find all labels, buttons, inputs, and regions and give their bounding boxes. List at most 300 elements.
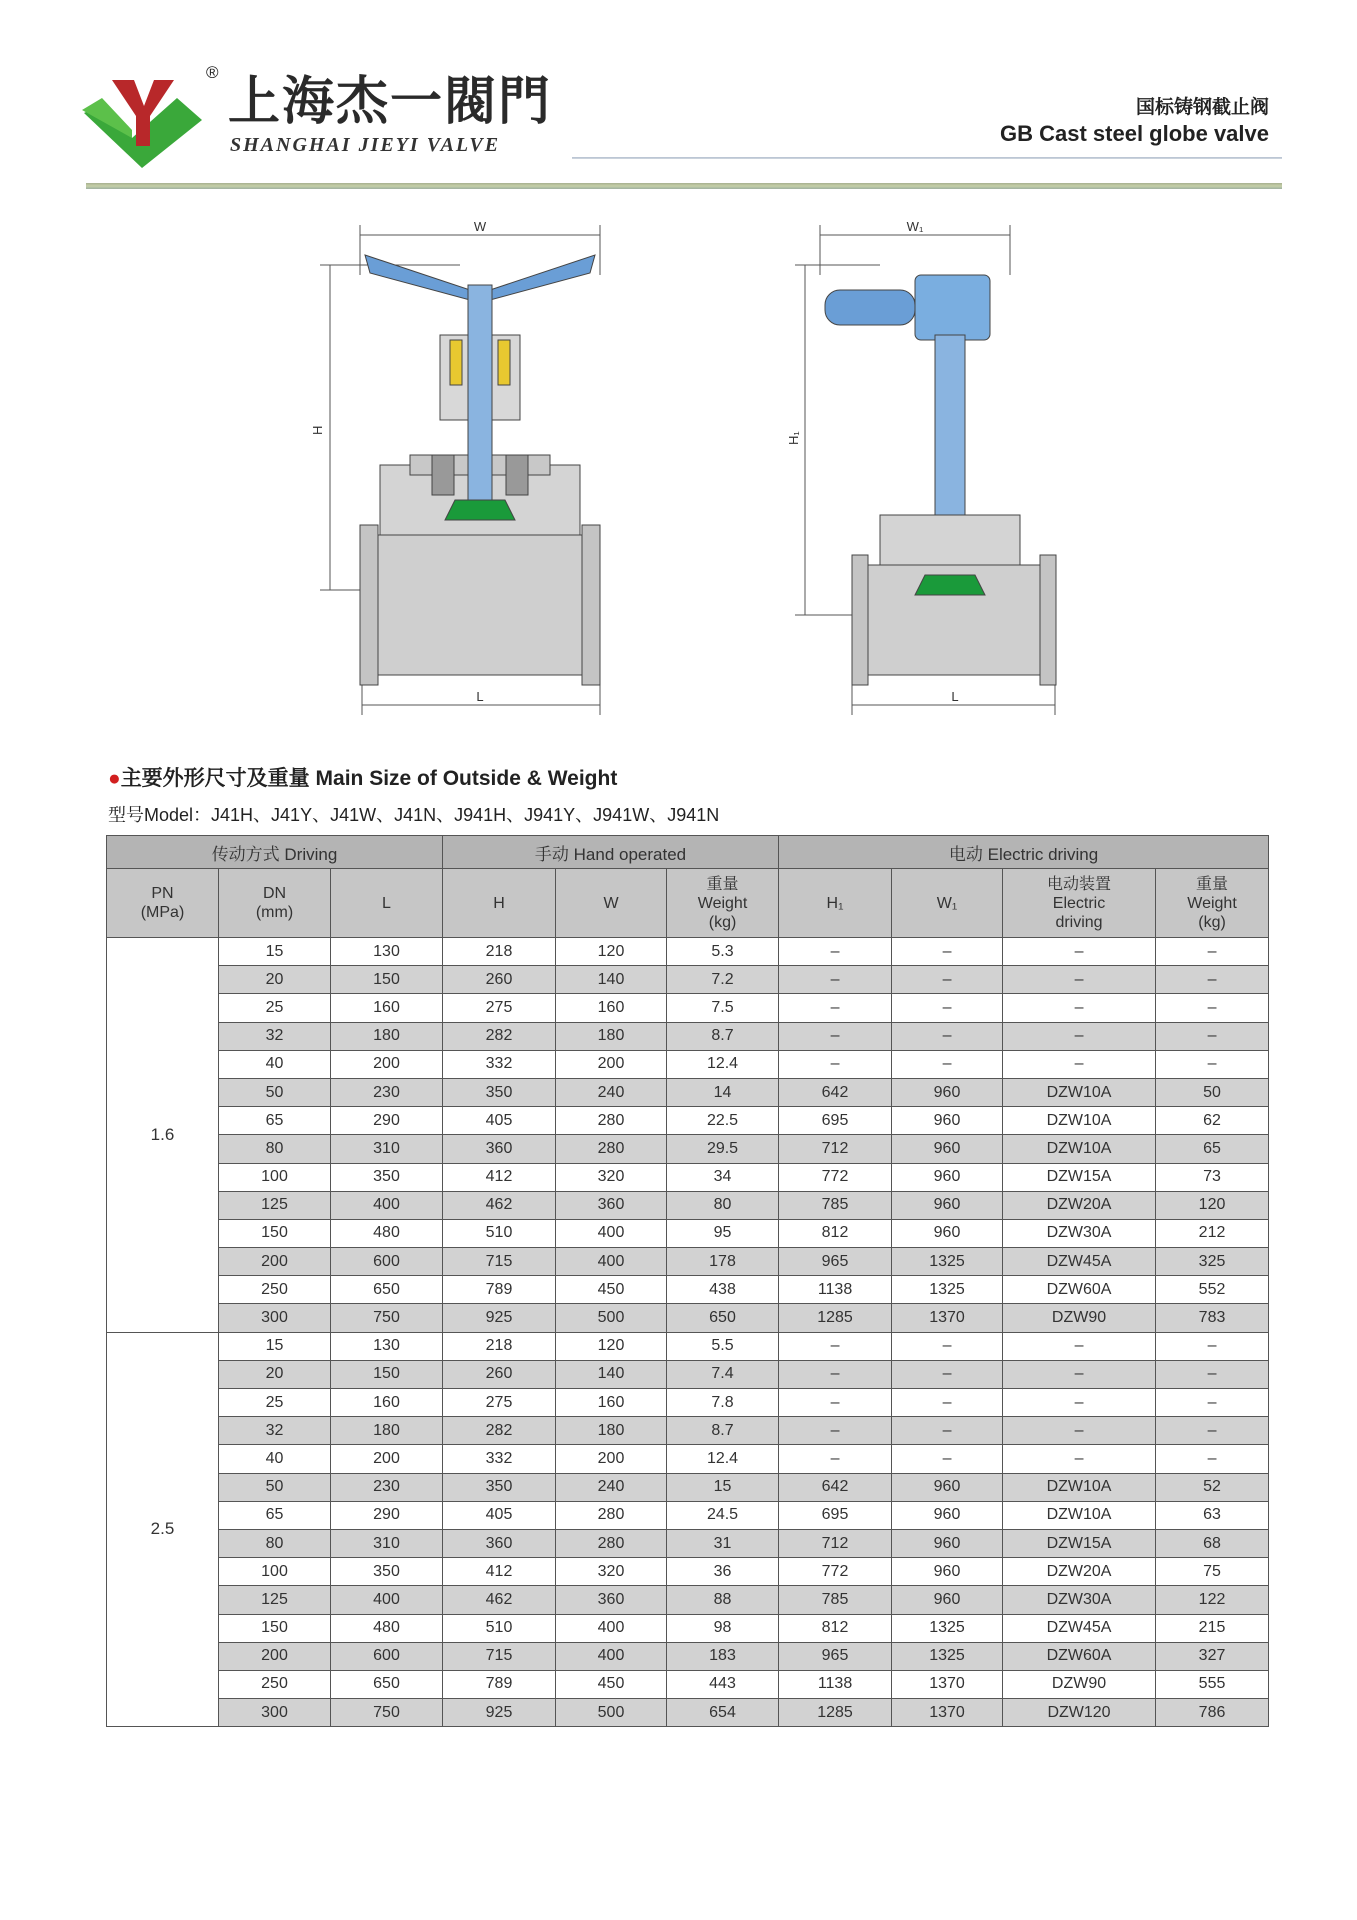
table-cell: 960 [892,1473,1003,1501]
table-cell: 8.7 [667,1022,779,1050]
table-cell: 960 [892,1558,1003,1586]
dimension-w1-label: W₁ [906,219,924,234]
table-cell: 160 [556,994,667,1022]
table-cell: 260 [443,1360,556,1388]
table-cell: 180 [331,1022,443,1050]
table-cell: 600 [331,1642,443,1670]
table-cell: 7.4 [667,1360,779,1388]
table-cell: 712 [779,1529,892,1557]
table-cell: DZW15A [1003,1529,1156,1557]
section-title [108,766,617,792]
product-title-cn: 国标铸钢截止阀 [1135,96,1269,118]
table-cell: 88 [667,1586,779,1614]
table-cell: 960 [892,1135,1003,1163]
table-cell: 32 [219,1417,331,1445]
bullet-icon: ● [108,767,121,790]
table-cell: 31 [667,1529,779,1557]
table-cell: 1325 [892,1614,1003,1642]
table-cell: 405 [443,1501,556,1529]
table-cell: – [1003,1022,1156,1050]
table-cell: 36 [667,1558,779,1586]
column-header: PN (MPa) [107,869,219,938]
table-cell: 62 [1156,1107,1269,1135]
table-cell: 462 [443,1586,556,1614]
table-cell: 24.5 [667,1501,779,1529]
table-cell: 65 [219,1501,331,1529]
table-cell: DZW45A [1003,1614,1156,1642]
registered-mark: ® [206,63,219,82]
table-cell: DZW10A [1003,1501,1156,1529]
table-cell: – [779,1389,892,1417]
table-row [107,1078,1269,1106]
product-title-en: GB Cast steel globe valve [1000,121,1269,146]
table-cell: 120 [556,1332,667,1360]
column-header: L [331,869,443,938]
table-cell: 695 [779,1107,892,1135]
table-cell: 25 [219,994,331,1022]
table-cell: – [1156,1332,1269,1360]
table-cell: 555 [1156,1670,1269,1698]
table-cell: 160 [556,1389,667,1417]
table-cell: 180 [331,1417,443,1445]
table-cell: 280 [556,1107,667,1135]
table-cell: 1138 [779,1276,892,1304]
table-cell: 200 [331,1445,443,1473]
table-cell: 960 [892,1107,1003,1135]
column-header: 电动装置 Electric driving [1003,869,1156,938]
table-row [107,1642,1269,1670]
table-cell: – [1156,1417,1269,1445]
table-cell: 40 [219,1445,331,1473]
table-cell: – [1156,1360,1269,1388]
table-cell: 510 [443,1614,556,1642]
table-cell: 125 [219,1586,331,1614]
table-cell: 812 [779,1614,892,1642]
table-cell: 350 [443,1473,556,1501]
table-cell: DZW45A [1003,1248,1156,1276]
table-cell: 230 [331,1473,443,1501]
group-header-electric: 电动 Electric driving [779,836,1269,869]
table-row [107,1614,1269,1642]
table-cell: 965 [779,1642,892,1670]
table-cell: 180 [556,1417,667,1445]
table-cell: 212 [1156,1219,1269,1247]
table-cell: – [779,1445,892,1473]
table-cell: 1138 [779,1670,892,1698]
table-cell: 925 [443,1304,556,1332]
table-cell: 80 [219,1529,331,1557]
table-cell: 1325 [892,1642,1003,1670]
table-cell: 68 [1156,1529,1269,1557]
table-cell: 5.3 [667,938,779,966]
table-cell: 350 [443,1078,556,1106]
table-cell: 15 [667,1473,779,1501]
table-cell: 7.5 [667,994,779,1022]
table-cell: – [779,1332,892,1360]
table-cell: 1370 [892,1670,1003,1698]
table-cell: 325 [1156,1248,1269,1276]
table-cell: 925 [443,1699,556,1727]
table-cell: 960 [892,1529,1003,1557]
table-cell: 65 [1156,1135,1269,1163]
table-cell: 783 [1156,1304,1269,1332]
table-cell: 183 [667,1642,779,1670]
table-cell: 275 [443,994,556,1022]
table-cell: 400 [556,1219,667,1247]
table-cell: – [892,1417,1003,1445]
table-row [107,1445,1269,1473]
table-cell: 400 [556,1614,667,1642]
table-cell: 29.5 [667,1135,779,1163]
table-cell: – [1003,1417,1156,1445]
table-row [107,1473,1269,1501]
table-cell: DZW10A [1003,1078,1156,1106]
table-cell: 150 [219,1614,331,1642]
table-cell: 20 [219,1360,331,1388]
table-cell: 200 [331,1050,443,1078]
table-cell: 750 [331,1699,443,1727]
table-cell: 240 [556,1473,667,1501]
table-row [107,966,1269,994]
table-cell: 1325 [892,1248,1003,1276]
table-cell: – [1003,966,1156,994]
column-header: 重量 Weight (kg) [667,869,779,938]
table-cell: 327 [1156,1642,1269,1670]
table-row [107,1332,1269,1360]
table-cell: 240 [556,1078,667,1106]
table-cell: 12.4 [667,1050,779,1078]
brand-name-cn: 上海杰一閥門 [228,72,553,132]
table-cell: 332 [443,1445,556,1473]
table-cell: 32 [219,1022,331,1050]
table-cell: 480 [331,1614,443,1642]
pn-cell: 1.6 [107,938,219,1333]
table-cell: 310 [331,1135,443,1163]
table-cell: – [892,1332,1003,1360]
table-cell: 360 [443,1529,556,1557]
manual-valve-drawing [300,215,630,725]
table-cell: 715 [443,1642,556,1670]
table-row [107,1163,1269,1191]
section-title-text: 主要外形尺寸及重量 Main Size of Outside & Weight [120,767,618,790]
table-row [107,938,1269,966]
table-cell: 218 [443,938,556,966]
table-cell: 400 [556,1248,667,1276]
table-cell: 960 [892,1163,1003,1191]
table-cell: – [892,966,1003,994]
table-cell: 98 [667,1614,779,1642]
table-cell: 772 [779,1558,892,1586]
table-cell: – [892,1389,1003,1417]
table-cell: DZW10A [1003,1135,1156,1163]
table-cell: 50 [219,1473,331,1501]
table-row [107,1304,1269,1332]
table-cell: 552 [1156,1276,1269,1304]
table-cell: 789 [443,1276,556,1304]
table-row [107,1558,1269,1586]
table-cell: 772 [779,1163,892,1191]
table-row [107,1050,1269,1078]
table-cell: – [1156,1022,1269,1050]
table-cell: 280 [556,1529,667,1557]
table-cell: DZW90 [1003,1304,1156,1332]
table-row [107,1191,1269,1219]
table-cell: – [892,1022,1003,1050]
table-cell: 1370 [892,1304,1003,1332]
table-cell: – [779,1050,892,1078]
table-cell: 812 [779,1219,892,1247]
table-cell: 250 [219,1670,331,1698]
table-cell: 140 [556,966,667,994]
table-cell: 65 [219,1107,331,1135]
table-cell: DZW20A [1003,1558,1156,1586]
table-cell: 360 [556,1586,667,1614]
column-header: W₁ [892,869,1003,938]
table-cell: 20 [219,966,331,994]
dimension-h1-label: H₁ [786,431,801,445]
table-cell: 960 [892,1219,1003,1247]
table-cell: 200 [219,1642,331,1670]
table-row [107,994,1269,1022]
table-cell: 15 [219,938,331,966]
table-cell: 400 [331,1191,443,1219]
table-cell: – [1003,1332,1156,1360]
table-row [107,1360,1269,1388]
table-cell: 280 [556,1135,667,1163]
table-cell: 290 [331,1107,443,1135]
table-cell: 5.5 [667,1332,779,1360]
table-cell: 200 [219,1248,331,1276]
table-cell: 960 [892,1501,1003,1529]
table-cell: 960 [892,1078,1003,1106]
table-cell: – [1156,994,1269,1022]
table-cell: 7.8 [667,1389,779,1417]
table-cell: 120 [1156,1191,1269,1219]
table-cell: 786 [1156,1699,1269,1727]
table-cell: DZW120 [1003,1699,1156,1727]
column-header: W [556,869,667,938]
table-cell: 15 [219,1332,331,1360]
table-cell: DZW30A [1003,1219,1156,1247]
brand-name-en: SHANGHAI JIEYI VALVE [230,134,501,156]
table-cell: – [1003,1050,1156,1078]
table-row [107,1389,1269,1417]
table-cell: – [1156,1050,1269,1078]
table-cell: DZW90 [1003,1670,1156,1698]
table-cell: 200 [556,1050,667,1078]
dimension-l-label: L [476,689,484,704]
table-cell: 1325 [892,1276,1003,1304]
table-cell: 160 [331,994,443,1022]
table-cell: 125 [219,1191,331,1219]
table-cell: 95 [667,1219,779,1247]
table-cell: – [892,1445,1003,1473]
table-cell: 642 [779,1473,892,1501]
table-cell: 218 [443,1332,556,1360]
table-cell: – [1156,1445,1269,1473]
table-cell: – [1003,1360,1156,1388]
dimension-l-label: L [951,689,959,704]
table-cell: 215 [1156,1614,1269,1642]
column-header: H₁ [779,869,892,938]
header-divider [572,157,1282,159]
table-cell: 122 [1156,1586,1269,1614]
table-cell: – [1156,1389,1269,1417]
table-cell: 332 [443,1050,556,1078]
table-cell: 275 [443,1389,556,1417]
table-cell: 965 [779,1248,892,1276]
table-cell: DZW60A [1003,1642,1156,1670]
table-cell: 360 [443,1135,556,1163]
table-cell: 650 [331,1670,443,1698]
group-header-hand: 手动 Hand operated [443,836,779,869]
table-cell: 320 [556,1163,667,1191]
size-weight-table [106,835,1269,1727]
table-row [107,1022,1269,1050]
table-cell: 12.4 [667,1445,779,1473]
table-row [107,1135,1269,1163]
table-cell: 300 [219,1699,331,1727]
table-row [107,1248,1269,1276]
table-cell: 25 [219,1389,331,1417]
table-cell: – [779,1022,892,1050]
table-row [107,1219,1269,1247]
table-cell: 75 [1156,1558,1269,1586]
table-cell: 1370 [892,1699,1003,1727]
table-row [107,1276,1269,1304]
table-cell: 400 [556,1642,667,1670]
table-cell: 654 [667,1699,779,1727]
table-cell: 500 [556,1699,667,1727]
table-cell: 50 [1156,1078,1269,1106]
table-cell: 412 [443,1163,556,1191]
table-cell: 650 [667,1304,779,1332]
table-cell: 350 [331,1163,443,1191]
table-cell: 360 [556,1191,667,1219]
table-cell: 785 [779,1191,892,1219]
table-cell: 350 [331,1558,443,1586]
table-cell: 715 [443,1248,556,1276]
table-cell: 450 [556,1670,667,1698]
table-cell: 438 [667,1276,779,1304]
company-logo [82,68,217,168]
group-header-driving: 传动方式 Driving [107,836,443,869]
table-cell: 712 [779,1135,892,1163]
table-cell: 443 [667,1670,779,1698]
table-cell: 52 [1156,1473,1269,1501]
table-cell: 282 [443,1022,556,1050]
table-cell: 960 [892,1191,1003,1219]
table-cell: DZW20A [1003,1191,1156,1219]
table-cell: 785 [779,1586,892,1614]
table-cell: 650 [331,1276,443,1304]
table-row [107,1529,1269,1557]
table-cell: 280 [556,1501,667,1529]
table-cell: 80 [667,1191,779,1219]
table-cell: 510 [443,1219,556,1247]
table-cell: 750 [331,1304,443,1332]
table-cell: 462 [443,1191,556,1219]
table-cell: 1285 [779,1304,892,1332]
table-cell: 150 [219,1219,331,1247]
table-row [107,1699,1269,1727]
table-cell: – [1003,938,1156,966]
table-cell: – [892,1360,1003,1388]
table-cell: 300 [219,1304,331,1332]
table-cell: 480 [331,1219,443,1247]
table-cell: – [1003,1445,1156,1473]
table-cell: – [779,966,892,994]
table-cell: 789 [443,1670,556,1698]
table-cell: DZW10A [1003,1473,1156,1501]
table-cell: 150 [331,966,443,994]
table-cell: – [1003,1389,1156,1417]
table-cell: 310 [331,1529,443,1557]
model-list: 型号Model：J41H、J41Y、J41W、J41N、J941H、J941Y、J941W、J941N [108,805,720,825]
table-cell: 100 [219,1558,331,1586]
table-cell: 130 [331,1332,443,1360]
table-cell: – [892,1050,1003,1078]
table-cell: 695 [779,1501,892,1529]
table-cell: 7.2 [667,966,779,994]
table-cell: 960 [892,1586,1003,1614]
table-cell: 120 [556,938,667,966]
column-header: DN (mm) [219,869,331,938]
column-header: 重量 Weight (kg) [1156,869,1269,938]
table-cell: – [779,938,892,966]
table-cell: 282 [443,1417,556,1445]
table-cell: 80 [219,1135,331,1163]
table-cell: DZW10A [1003,1107,1156,1135]
dimension-h-label: H [310,425,325,435]
table-cell: 140 [556,1360,667,1388]
table-cell: – [1156,938,1269,966]
dimension-w-label: W [473,219,487,234]
table-cell: 290 [331,1501,443,1529]
table-cell: 412 [443,1558,556,1586]
table-cell: – [779,1417,892,1445]
table-cell: – [892,938,1003,966]
table-cell: 178 [667,1248,779,1276]
table-cell: 600 [331,1248,443,1276]
table-cell: 63 [1156,1501,1269,1529]
table-cell: 250 [219,1276,331,1304]
table-cell: 73 [1156,1163,1269,1191]
table-cell: 50 [219,1078,331,1106]
electric-valve-drawing [780,215,1100,725]
table-row [107,1586,1269,1614]
pn-cell: 2.5 [107,1332,219,1727]
table-cell: 1285 [779,1699,892,1727]
header-rule [86,183,1282,189]
table-cell: DZW30A [1003,1586,1156,1614]
table-cell: 150 [331,1360,443,1388]
table-cell: – [1156,966,1269,994]
table-cell: DZW15A [1003,1163,1156,1191]
table-row [107,1417,1269,1445]
table-cell: 320 [556,1558,667,1586]
table-cell: 180 [556,1022,667,1050]
table-cell: 8.7 [667,1417,779,1445]
table-cell: 642 [779,1078,892,1106]
table-cell: DZW60A [1003,1276,1156,1304]
table-cell: 230 [331,1078,443,1106]
table-cell: 405 [443,1107,556,1135]
table-cell: 40 [219,1050,331,1078]
table-cell: 400 [331,1586,443,1614]
table-cell: 130 [331,938,443,966]
table-cell: 200 [556,1445,667,1473]
